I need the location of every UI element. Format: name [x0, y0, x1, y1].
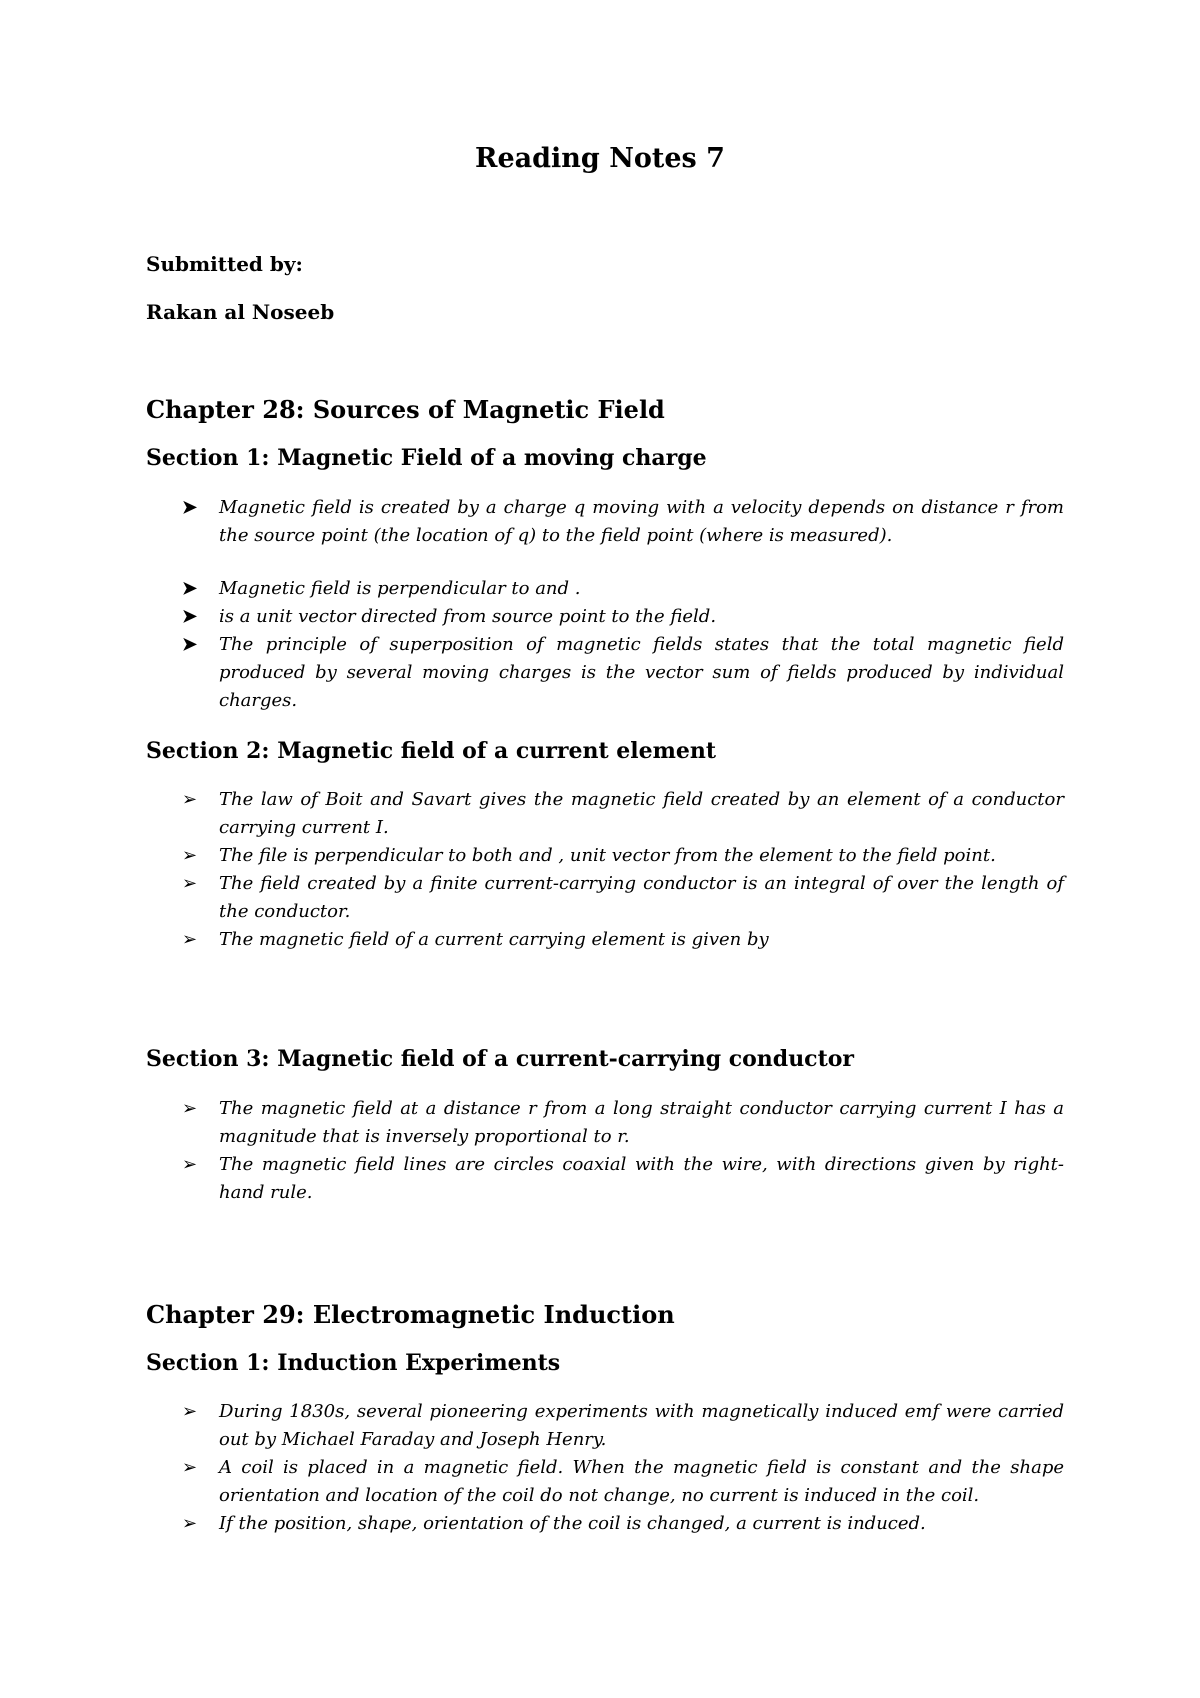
- chapter-28-heading: Chapter 28: Sources of Magnetic Field: [146, 395, 665, 424]
- author-name: Rakan al Noseeb: [146, 300, 335, 324]
- list-item: ➤ Magnetic field is perpendicular to and .: [146, 575, 1064, 603]
- arrowhead-bullet-icon: ➢: [182, 789, 198, 810]
- list-item: ➢ The field created by a finite current-carrying conductor is an integral of over the length of the conductor.: [146, 870, 1064, 926]
- list-item: ➤ The principle of superposition of magnetic fields states that the total magnetic field produced by several moving charges is the vector sum of fields produced by individual charges.: [146, 631, 1064, 715]
- ch28-section-2-heading: Section 2: Magnetic field of a current element: [146, 738, 717, 764]
- document-title: Reading Notes 7: [475, 143, 725, 174]
- list-item: ➤ Magnetic field is created by a charge q moving with a velocity depends on distance r from the source point (the location of q) to the field point (where is measured).: [146, 494, 1064, 550]
- list-item: ➤ is a unit vector directed from source point to the field.: [146, 603, 1064, 631]
- arrowhead-bullet-icon: ➤: [182, 634, 198, 655]
- arrowhead-bullet-icon: ➤: [182, 578, 198, 599]
- arrowhead-bullet-icon: ➢: [182, 1401, 198, 1422]
- arrowhead-bullet-icon: ➢: [182, 873, 198, 894]
- submitted-by-label: Submitted by:: [146, 252, 303, 276]
- arrowhead-bullet-icon: ➢: [182, 1513, 198, 1534]
- ch29-section-1-list: [146, 1398, 1064, 1538]
- arrowhead-bullet-icon: ➢: [182, 1098, 198, 1119]
- list-item: ➢ The file is perpendicular to both and , unit vector from the element to the field point.: [146, 842, 1064, 870]
- list-item: ➢ During 1830s, several pioneering experiments with magnetically induced emf were carried out by Michael Faraday and Joseph Henry.: [146, 1398, 1064, 1454]
- ch29-section-1-heading: Section 1: Induction Experiments: [146, 1350, 561, 1376]
- list-item: ➢ The law of Boit and Savart gives the magnetic field created by an element of a conductor carrying current I.: [146, 786, 1064, 842]
- ch28-section-1-list: [146, 494, 1064, 715]
- list-item: ➢ The magnetic field lines are circles coaxial with the wire, with directions given by right-hand rule.: [146, 1151, 1064, 1207]
- list-item: ➢ A coil is placed in a magnetic field. When the magnetic field is constant and the shape orientation and location of the coil do not change, no current is induced in the coil.: [146, 1454, 1064, 1510]
- arrowhead-bullet-icon: ➢: [182, 1154, 198, 1175]
- ch28-section-3-heading: Section 3: Magnetic field of a current-carrying conductor: [146, 1046, 855, 1072]
- arrowhead-bullet-icon: ➢: [182, 929, 198, 950]
- chapter-29-heading: Chapter 29: Electromagnetic Induction: [146, 1300, 675, 1329]
- arrowhead-bullet-icon: ➢: [182, 845, 198, 866]
- arrowhead-bullet-icon: ➤: [182, 497, 198, 518]
- ch28-section-3-list: [146, 1095, 1064, 1207]
- ch28-section-2-list: [146, 786, 1064, 954]
- list-item: ➢ If the position, shape, orientation of the coil is changed, a current is induced.: [146, 1510, 1064, 1538]
- list-item: ➢ The magnetic field of a current carrying element is given by: [146, 926, 1064, 954]
- ch28-section-1-heading: Section 1: Magnetic Field of a moving charge: [146, 445, 707, 471]
- arrowhead-bullet-icon: ➤: [182, 606, 198, 627]
- list-item: ➢ The magnetic field at a distance r from a long straight conductor carrying current I has a magnitude that is inversely proportional to r.: [146, 1095, 1064, 1151]
- arrowhead-bullet-icon: ➢: [182, 1457, 198, 1478]
